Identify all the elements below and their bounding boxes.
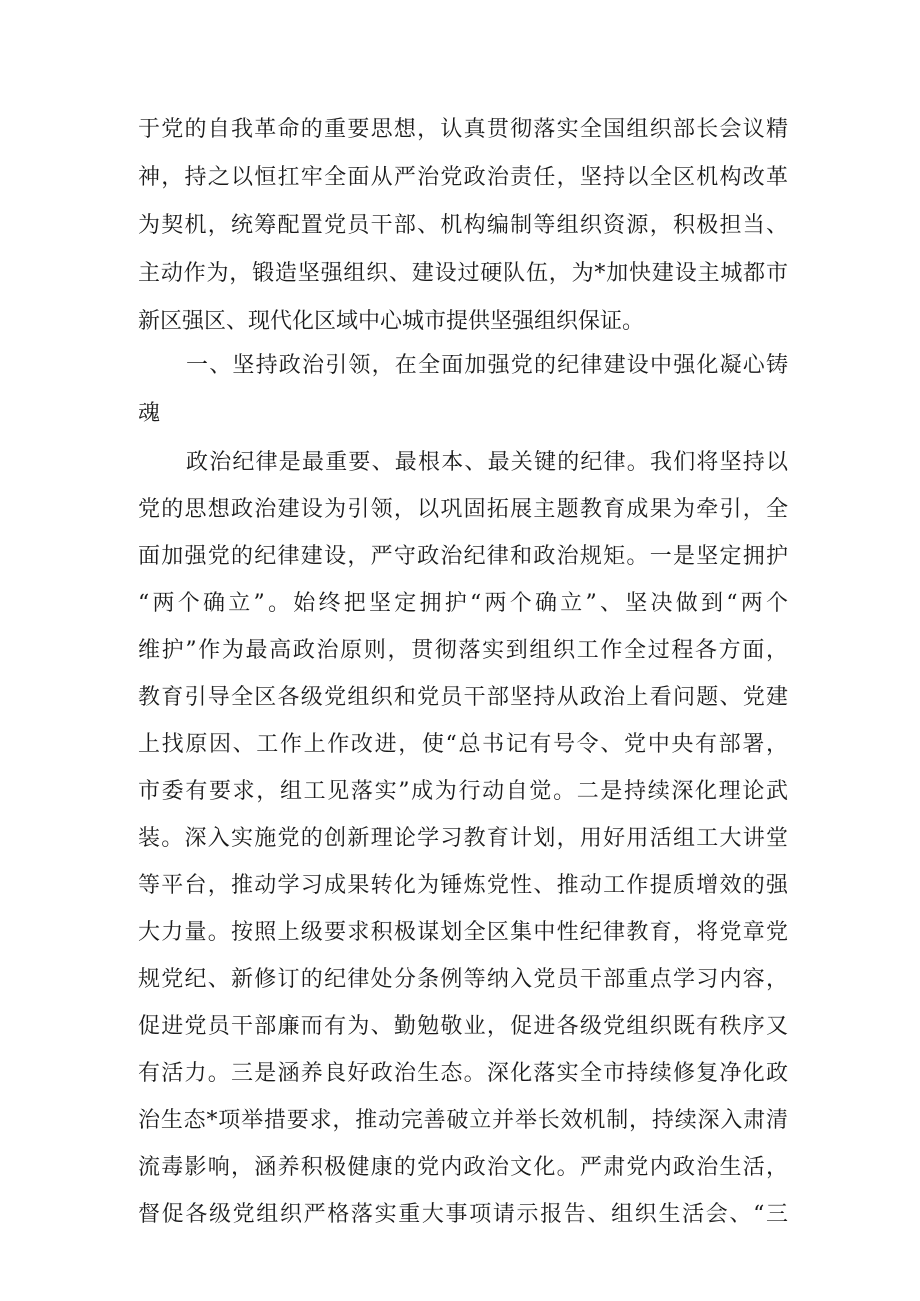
text-line: 督促各级党组织严格落实重大事项请示报告、组织生活会、“三 [138, 1202, 788, 1227]
text-line: 面加强党的纪律建设，严守政治纪律和政治规矩。一是坚定拥护 [138, 544, 788, 569]
text-line: 为契机，统筹配置党员干部、机构编制等组织资源，积极担当、 [138, 213, 788, 238]
section-heading-line: 魂 [138, 401, 161, 426]
text-line: 规党纪、新修订的纪律处分条例等纳入党员干部重点学习内容， [138, 967, 788, 992]
text-line: 政治纪律是最重要、最根本、最关键的纪律。我们将坚持以 [186, 450, 788, 475]
text-line: 上找原因、工作上作改进，使“总书记有号令、党中央有部署， [138, 732, 788, 757]
text-line: 治生态*项举措要求，推动完善破立并举长效机制，持续深入肃清 [138, 1108, 788, 1133]
text-line: 流毒影响，涵养积极健康的党内政治文化。严肃党内政治生活， [138, 1155, 788, 1180]
text-line: 装。深入实施党的创新理论学习教育计划，用好用活组工大讲堂 [138, 826, 788, 851]
text-line: 等平台，推动学习成果转化为锤炼党性、推动工作提质增效的强 [138, 873, 788, 898]
text-line: 教育引导全区各级党组织和党员干部坚持从政治上看问题、党建 [138, 685, 788, 710]
text-line: 新区强区、现代化区域中心城市提供坚强组织保证。 [138, 309, 645, 334]
text-line: 维护”作为最高政治原则，贯彻落实到组织工作全过程各方面， [138, 638, 788, 663]
text-line: 于党的自我革命的重要思想，认真贯彻落实全国组织部长会议精 [138, 117, 788, 142]
text-line: 党的思想政治建设为引领，以巩固拓展主题教育成果为牵引，全 [138, 497, 788, 522]
text-line: 神，持之以恒扛牢全面从严治党政治责任，坚持以全区机构改革 [138, 165, 788, 190]
text-line: 有活力。三是涵养良好政治生态。深化落实全市持续修复净化政 [138, 1061, 788, 1086]
text-line: 促进党员干部廉而有为、勤勉敬业，促进各级党组织既有秩序又 [138, 1014, 788, 1039]
text-line: 市委有要求，组工见落实”成为行动自觉。二是持续深化理论武 [138, 779, 788, 804]
section-heading-line: 一、坚持政治引领，在全面加强党的纪律建设中强化凝心铸 [186, 353, 788, 378]
text-line: 大力量。按照上级要求积极谋划全区集中性纪律教育，将党章党 [138, 920, 788, 945]
text-line: 主动作为，锻造坚强组织、建设过硬队伍，为*加快建设主城都市 [138, 261, 788, 286]
text-line: “两个确立”。始终把坚定拥护“两个确立”、坚决做到“两个 [138, 591, 788, 616]
